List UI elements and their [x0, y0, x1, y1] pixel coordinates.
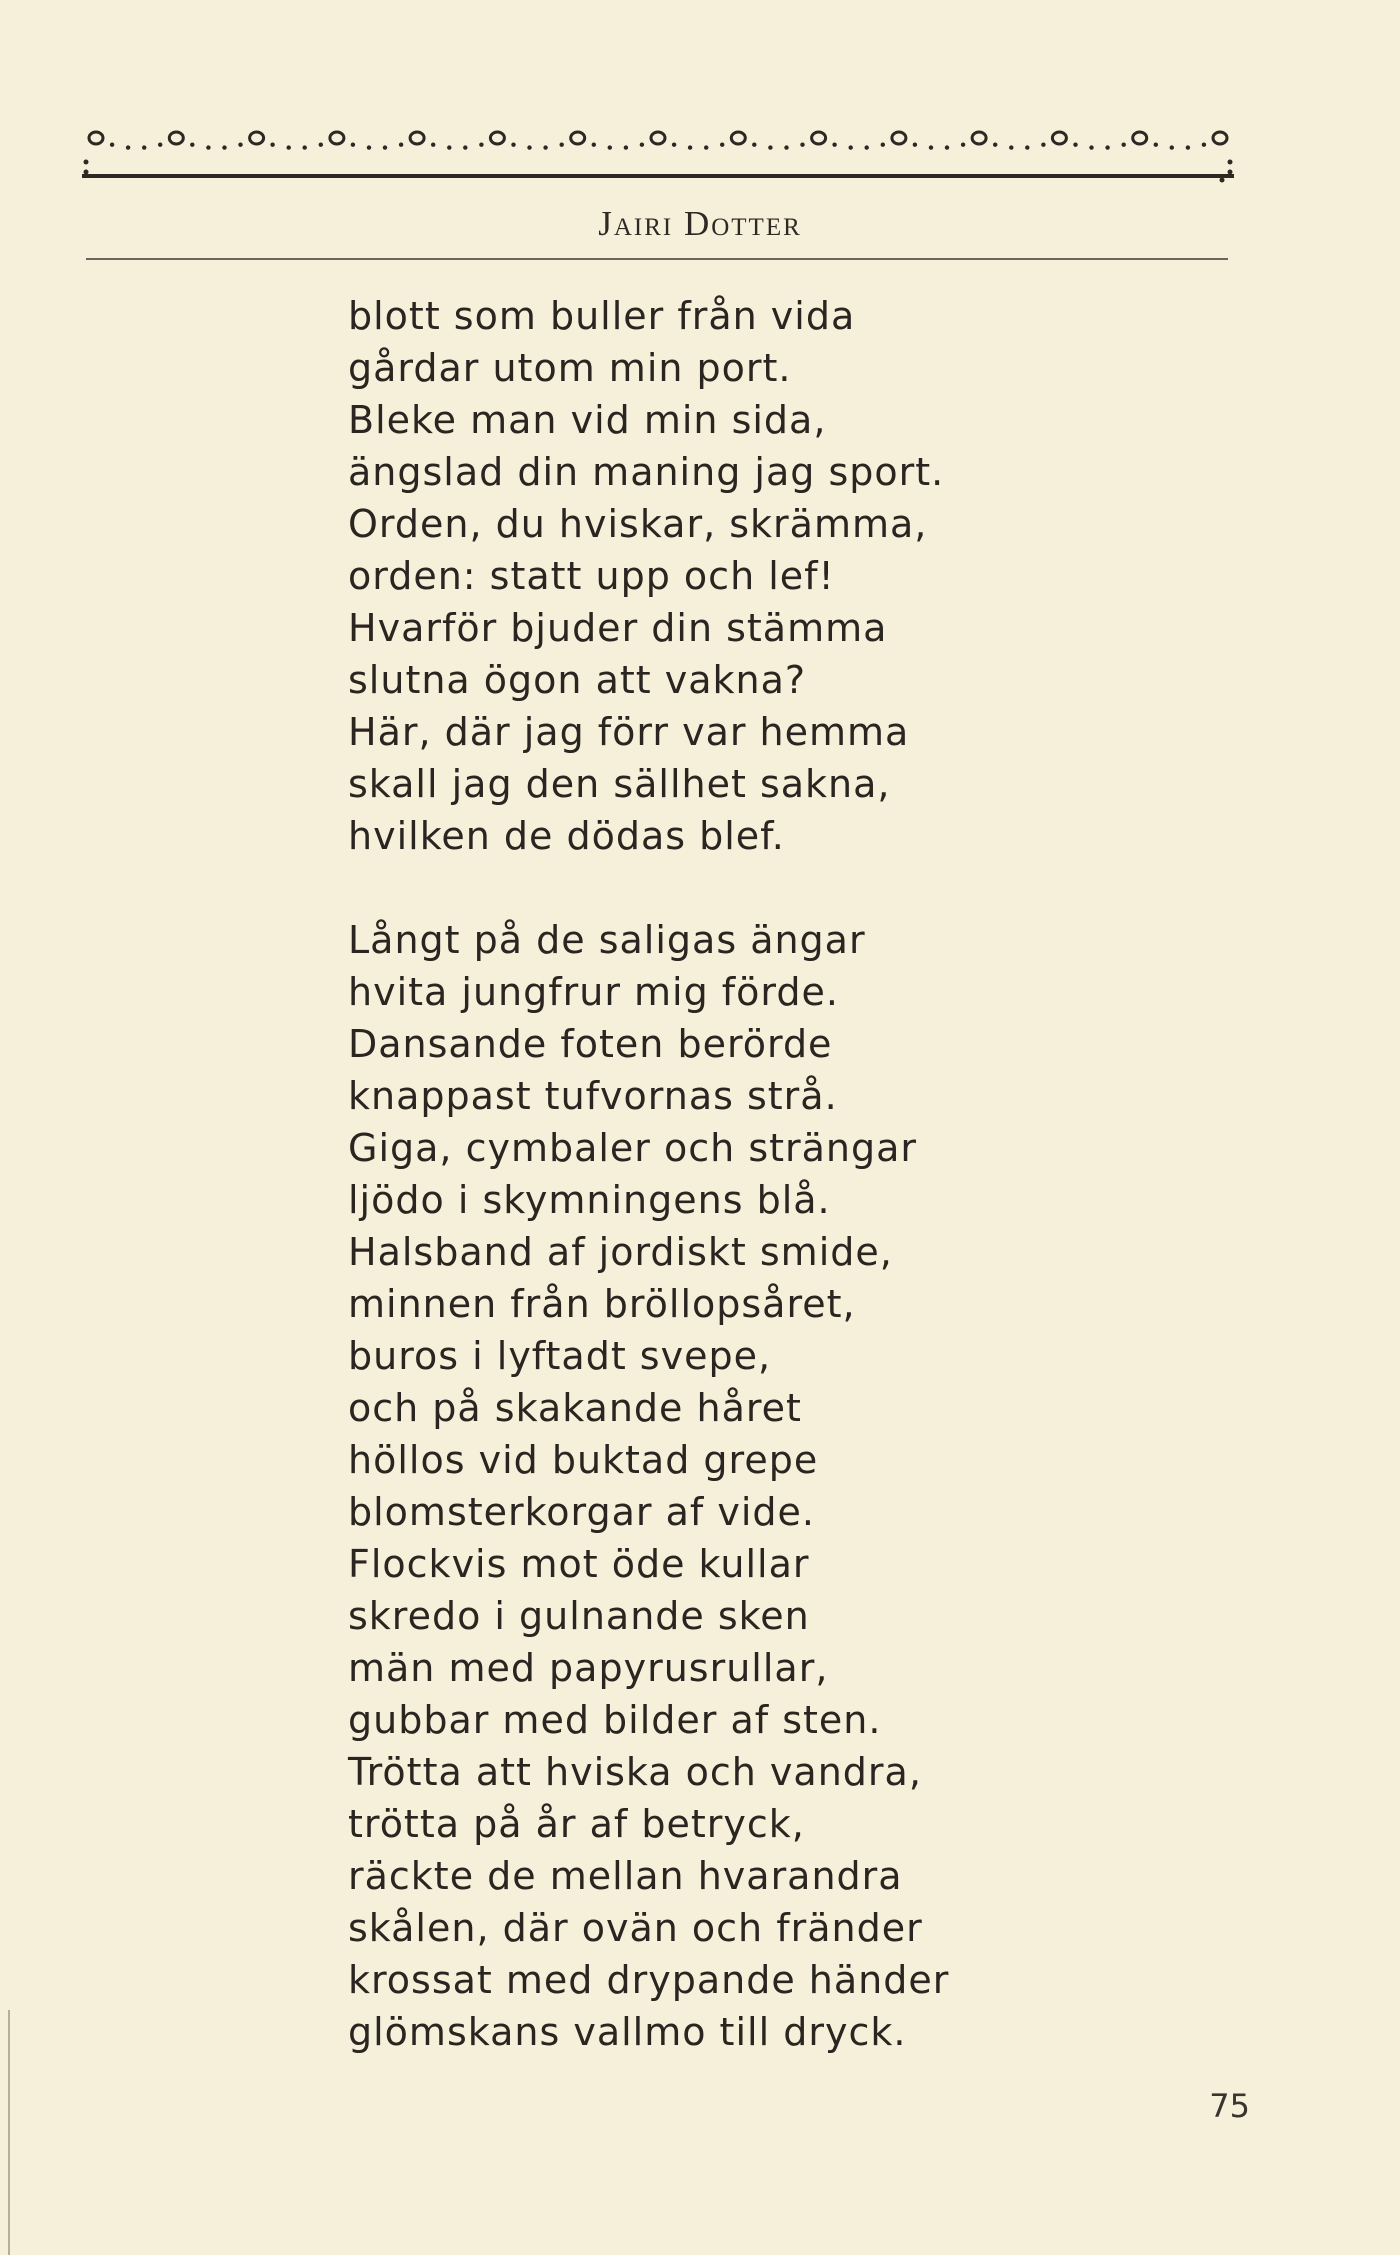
poem-line: hvita jungfrur mig förde. — [348, 970, 839, 1014]
poem-line: knappast tufvornas strå. — [348, 1074, 838, 1118]
poem-line: blott som buller från vida — [348, 294, 856, 338]
binding-edge — [8, 2010, 10, 2255]
poem-line: orden: statt upp och lef! — [348, 554, 835, 598]
poem-line: män med papyrusrullar, — [348, 1646, 829, 1690]
poem-stanza — [348, 914, 1048, 2058]
poem-line: Hvarför bjuder din stämma — [348, 606, 888, 650]
poem-line: Orden, du hviskar, skrämma, — [348, 502, 928, 546]
poem-line: Här, där jag förr var hemma — [348, 710, 910, 754]
poem-line: Trötta att hviska och vandra, — [348, 1750, 922, 1794]
poem-line: buros i lyftadt svepe, — [348, 1334, 772, 1378]
poem-line: slutna ögon att vakna? — [348, 658, 807, 702]
poem-text — [348, 290, 1048, 2058]
poem-stanza — [348, 290, 1048, 862]
poem-line: blomsterkorgar af vide. — [348, 1490, 815, 1534]
poem-line: skall jag den sällhet sakna, — [348, 762, 891, 806]
running-head: Jairi Dotter — [598, 204, 802, 243]
poem-line: trötta på år af betryck, — [348, 1802, 805, 1846]
poem-line: skålen, där ovän och fränder — [348, 1906, 923, 1950]
poem-line: räckte de mellan hvarandra — [348, 1854, 903, 1898]
poem-line: Bleke man vid min sida, — [348, 398, 827, 442]
poem-line: och på skakande håret — [348, 1386, 802, 1430]
header-rule — [86, 258, 1228, 260]
poem-line: gårdar utom min port. — [348, 346, 792, 390]
poem-line: glömskans vallmo till dryck. — [348, 2010, 907, 2054]
poem-line: gubbar med bilder af sten. — [348, 1698, 882, 1742]
decorative-border-ornament — [82, 118, 1234, 184]
poem-line: Halsband af jordiskt smide, — [348, 1230, 893, 1274]
page-number: 75 — [1209, 2087, 1250, 2125]
poem-line: hvilken de dödas blef. — [348, 814, 785, 858]
poem-line: skredo i gulnande sken — [348, 1594, 810, 1638]
poem-line: krossat med drypande händer — [348, 1958, 950, 2002]
poem-line: ljödo i skymningens blå. — [348, 1178, 831, 1222]
poem-line: ängslad din maning jag sport. — [348, 450, 945, 494]
poem-line: Flockvis mot öde kullar — [348, 1542, 810, 1586]
poem-line: höllos vid buktad grepe — [348, 1438, 819, 1482]
poem-line: Giga, cymbaler och strängar — [348, 1126, 918, 1170]
poem-line: minnen från bröllopsåret, — [348, 1282, 856, 1326]
poem-line: Dansande foten berörde — [348, 1022, 833, 1066]
poem-line: Långt på de saligas ängar — [348, 918, 866, 962]
